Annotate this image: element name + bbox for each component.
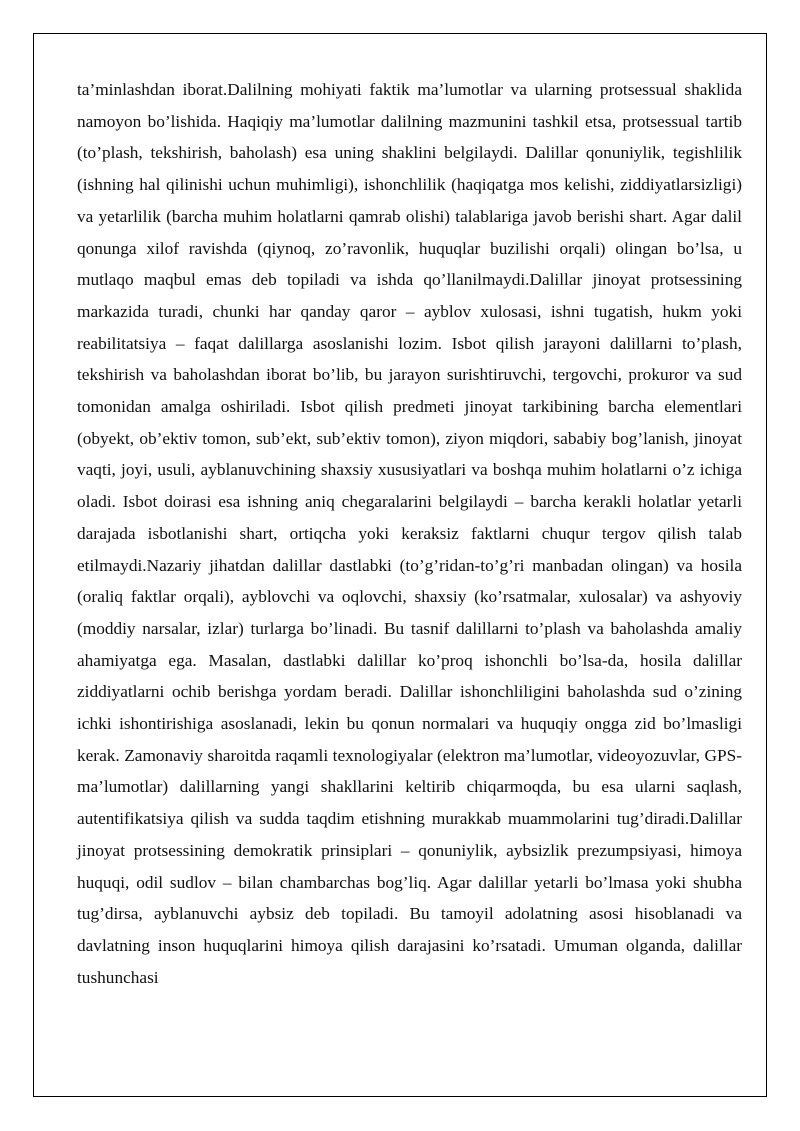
document-body-text: ta’minlashdan iborat.Dalilning mohiyati faktik ma’lumotlar va ularning protsessual shaklida namoyon bo’lishida. Haqiqiy ma’lumotlar dalilning mazmunini tashkil etsa, protsessual tartib (to’plash, tekshirish, baholash) esa uning shaklini belgilaydi. Dalillar qonuniylik, tegishlilik (ishning hal qilinishi uchun muhimligi), ishonchlilik (haqiqatga mos kelishi, ziddiyatlarsizligi) va yetarlilik (barcha muhim holatlarni qamrab olishi) talablariga javob berishi shart. Agar dalil qonunga xilof ravishda (qiynoq, zo’ravonlik, huquqlar buzilishi orqali) olingan bo’lsa, u mutlaqo maqbul emas deb topiladi va ishda qo’llanilmaydi.Dalillar jinoyat protsessining markazida turadi, chunki har qanday qaror – ayblov xulosasi, ishni tugatish, hukm yoki reabilitatsiya – faqat dalillarga asoslanishi lozim. Isbot qilish jarayoni dalillarni to’plash, tekshirish va baholashdan iborat bo’lib, bu jarayon surishtiruvchi, tergovchi, prokuror va sud tomonidan amalga oshiriladi. Isbot qilish predmeti jinoyat tarkibining barcha elementlari (obyekt, ob’ektiv tomon, sub’ekt, sub’ektiv tomon), ziyon miqdori, sababiy bog’lanish, jinoyat vaqti, joyi, usuli, ayblanuvchining shaxsiy xususiyatlari va boshqa muhim holatlarni o’z ichiga oladi. Isbot doirasi esa ishning aniq chegaralarini belgilaydi – barcha kerakli holatlar yetarli darajada isbotlanishi shart, ortiqcha yoki keraksiz faktlarni chuqur tergov qilish talab etilmaydi.Nazariy jihatdan dalillar dastlabki (to’g’ridan-to’g’ri manbadan olingan) va hosila (oraliq faktlar orqali), ayblovchi va oqlovchi, shaxsiy (ko’rsatmalar, xulosalar) va ashyoviy (moddiy narsalar, izlar) turlarga bo’linadi. Bu tasnif dalillarni to’plash va baholashda amaliy ahamiyatga ega. Masalan, dastlabki dalillar ko’proq ishonchli bo’lsa-da, hosila dalillar ziddiyatlarni ochib berishga yordam beradi. Dalillar ishonchliligini baholashda sud o’zining ichki ishontirishiga asoslanadi, lekin bu qonun normalari va huquqiy ongga zid bo’lmasligi kerak. Zamonaviy sharoitda raqamli texnologiyalar (elektron ma’lumotlar, videoyozuvlar, GPS-ma’lumotlar) dalillarning yangi shakllarini keltirib chiqarmoqda, bu esa ularni saqlash, autentifikatsiya qilish va sudda taqdim etishning murakkab muammolarini tug’diradi.Dalillar jinoyat protsessining demokratik prinsiplari – qonuniylik, aybsizlik prezumpsiyasi, himoya huquqi, odil sudlov – bilan chambarchas bog’liq. Agar dalillar yetarli bo’lmasa yoki shubha tug’dirsa, ayblanuvchi aybsiz deb topiladi. Bu tamoyil adolatning asosi hisoblanadi va davlatning inson huquqlarini himoya qilish darajasini ko’rsatadi. Umuman olganda, dalillar tushunchasi (77, 80, 742, 987)
